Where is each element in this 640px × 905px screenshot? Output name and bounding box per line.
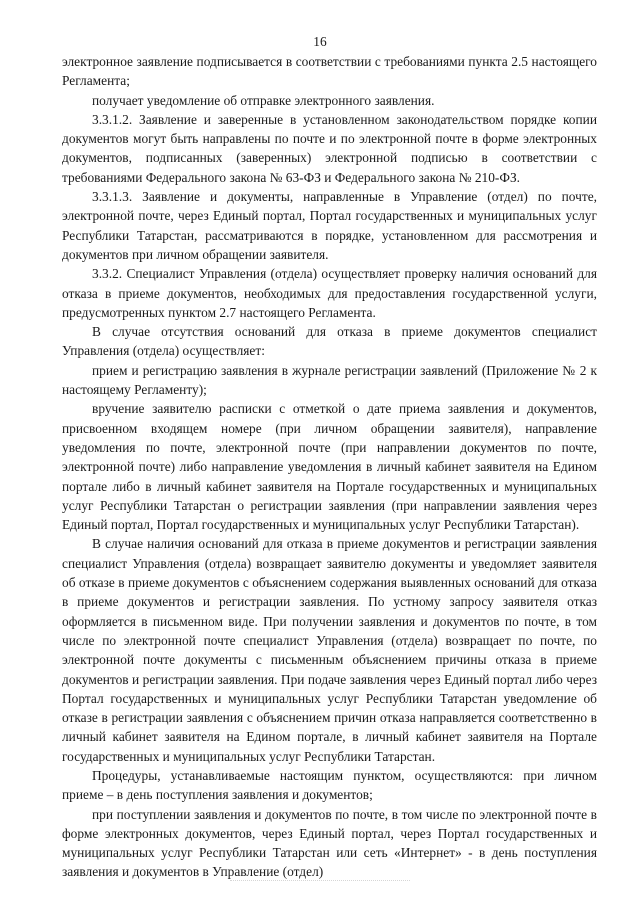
- paragraph: вручение заявителю расписки с отметкой о дате приема заявления и документов, присвоенном входящем номере (при личном обращении заявителя), направление уведомления по почте, электронной почте (при направлении документов по почте, электронной почте) либо направление уведомления в личный кабинет заявителя на Едином портале либо в личный кабинет заявителя на Портале государственных и муниципальных услуг Республики Татарстан о регистрации заявления (при направлении заявления через Единый портал, Портал государственных и муниципальных услуг Республики Татарстан).: [62, 401, 597, 533]
- page-number: 16: [313, 34, 327, 49]
- paragraph: 3.3.2. Специалист Управления (отдела) осуществляет проверку наличия оснований для отказа в приеме документов, необходимых для предоставления государственной услуги, предусмотренных пунктом 2.7 настоящего Регламента.: [62, 266, 597, 320]
- paragraph: при поступлении заявления и документов по почте, в том числе по электронной почте в форме электронных документов, через Единый портал, через Портал государственных и муниципальных услуг Республики Татарстан или сеть «Интернет» - в день поступления заявления и документов в Управление (отдел): [62, 806, 597, 880]
- paragraph: получает уведомление об отправке электронного заявления.: [92, 92, 435, 108]
- paragraph: 3.3.1.2. Заявление и заверенные в установленном законодательством порядке копии документов могут быть направлены по почте и по электронной почте в форме электронных документов, подписанных (заверенных) электронной подписью в соответствии с требованиями Федерального закона № 63-ФЗ и Федерального закона № 210-ФЗ.: [62, 111, 597, 185]
- paragraph: прием и регистрацию заявления в журнале регистрации заявлений (Приложение № 2 к настоящему Регламенту);: [62, 362, 597, 398]
- paragraph: В случае отсутствия оснований для отказа в приеме документов специалист Управления (отдела) осуществляет:: [62, 324, 597, 359]
- paragraph: В случае наличия оснований для отказа в приеме документов и регистрации заявления специалист Управления (отдела) возвращает заявителю документы и уведомляет заявителя об отказе в приеме документов с объяснением содержания выявленных оснований для отказа в приеме документов и регистрации заявления. По устному запросу заявителя отказ оформляется в письменном виде. При получении заявления и документов по почте, в том числе по электронной почте специалист Управления (отдела) возвращает по почте, по электронной почте документы с письменным объяснением причины отказа в приеме документов и регистрации заявления. При подаче заявления через Единый портал либо через Портал государственных и муниципальных услуг Республики Татарстан уведомление об отказе в регистрации заявления с объяснением причин отказа направляется соответственно в личный кабинет заявителя на Едином портале, в личный кабинет заявителя на Портале государственных и муниципальных услуг Республики Татарстан.: [62, 536, 597, 764]
- document-body: [62, 52, 597, 882]
- scan-artifact-divider: [230, 880, 410, 885]
- paragraph: 3.3.1.3. Заявление и документы, направленные в Управление (отдел) по почте, электронной почте, через Единый портал, Портал государственных и муниципальных услуг Республики Татарстан, рассматриваются в порядке, установленном для рассмотрения и документов при личном обращении заявителя.: [62, 189, 597, 262]
- paragraph: Процедуры, устанавливаемые настоящим пунктом, осуществляются: при личном приеме – в день поступления заявления и документов;: [62, 767, 597, 803]
- paragraph: электронное заявление подписывается в соответствии с требованиями пункта 2.5 настоящего Регламента;: [62, 54, 597, 89]
